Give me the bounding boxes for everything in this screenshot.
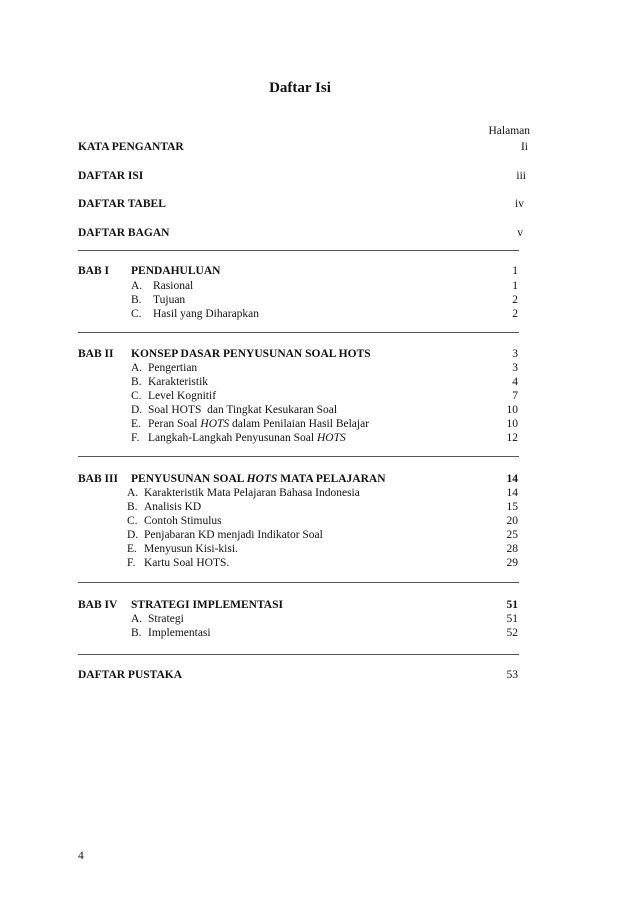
toc-entry-label: DAFTAR BAGAN [78,227,170,239]
item-letter: E. [131,418,141,430]
toc-entry-daftar-tabel[interactable] [78,198,524,214]
chapter-code: BAB II [78,348,114,360]
toc-entry-label: DAFTAR TABEL [78,198,166,210]
toc-item[interactable] [78,529,518,543]
page-number: 4 [78,850,84,862]
item-page: 10 [506,418,518,430]
item-letter: B. [131,294,142,306]
item-text: Strategi [148,613,184,625]
chapter-code: BAB IV [78,599,118,611]
halaman-label: Halaman [488,125,530,137]
toc-entry-page: iii [516,170,526,182]
item-text: Soal HOTS dan Tingkat Kesukaran Soal [148,404,338,416]
toc-item[interactable] [78,390,518,404]
item-page: 10 [506,404,518,416]
item-text: Tujuan [153,294,186,306]
page-title: Daftar Isi [269,80,331,96]
item-text: Pengertian [148,362,198,374]
item-page: 12 [506,432,518,444]
toc-item[interactable] [78,613,518,627]
chapter-title[interactable]: STRATEGI IMPLEMENTASI [131,599,283,611]
item-page: 1 [512,280,518,292]
item-page: 52 [506,627,518,639]
toc-entry-label: DAFTAR ISI [78,170,144,182]
item-text: Menyusun Kisi-kisi. [144,543,238,555]
item-text: Implementasi [148,627,211,639]
item-letter: F. [127,557,136,569]
toc-item[interactable] [78,418,518,432]
toc-entry-label: DAFTAR PUSTAKA [78,669,183,681]
item-letter: E. [127,543,137,555]
item-letter: B. [127,501,138,513]
item-text: Contoh Stimulus [144,515,222,527]
toc-item[interactable] [78,308,518,322]
chapter-title[interactable]: PENYUSUNAN SOAL HOTS MATA PELAJARAN [131,473,386,485]
item-letter: B. [131,376,142,388]
item-text: Kartu Soal HOTS. [144,557,230,569]
toc-item[interactable] [78,557,518,571]
toc-entry-daftar-bagan[interactable] [78,227,523,243]
item-page: 2 [512,308,518,320]
item-letter: B. [131,627,142,639]
item-page: 29 [506,557,518,569]
item-page: 28 [506,543,518,555]
item-page: 4 [512,376,518,388]
toc-item[interactable] [78,501,518,515]
toc-item[interactable] [78,627,518,641]
item-page: 14 [506,487,518,499]
item-page: 2 [512,294,518,306]
divider [78,250,519,251]
item-page: 3 [512,362,518,374]
toc-item[interactable] [78,362,518,376]
chapter-code: BAB I [78,265,109,277]
item-letter: C. [127,515,138,527]
toc-item[interactable] [78,487,518,501]
item-letter: A. [131,613,143,625]
toc-item[interactable] [78,543,518,557]
item-page: 7 [512,390,518,402]
item-text: Penjabaran KD menjadi Indikator Soal [144,529,323,541]
toc-entry-page: Ii [520,141,528,153]
chapter-title[interactable]: KONSEP DASAR PENYUSUNAN SOAL HOTS [131,348,371,360]
item-text: Karakteristik [148,376,209,388]
divider [78,654,519,655]
chapter-code: BAB III [78,473,118,485]
item-text: Langkah-Langkah Penyusunan Soal HOTS [148,432,346,444]
toc-entry-page: iv [515,198,524,210]
toc-item[interactable] [78,432,518,446]
chapter-page: 51 [506,599,518,611]
chapter-title[interactable]: PENDAHULUAN [131,265,221,277]
item-letter: A. [131,280,143,292]
divider [78,582,519,583]
item-text: Peran Soal HOTS dalam Penilaian Hasil Belajar [148,418,370,430]
toc-item[interactable] [78,280,518,294]
divider [78,456,519,457]
item-letter: C. [131,390,142,402]
toc-item[interactable] [78,515,518,529]
item-text: Rasional [153,280,194,292]
item-letter: D. [131,404,143,416]
item-text: Hasil yang Diharapkan [153,308,260,320]
toc-entry-label: KATA PENGANTAR [78,141,184,153]
item-letter: D. [127,529,139,541]
item-text: Karakteristik Mata Pelajaran Bahasa Indonesia [144,487,360,499]
toc-entry-daftar-isi[interactable] [78,170,526,186]
item-page: 20 [506,515,518,527]
item-letter: A. [127,487,139,499]
chapter-page: 14 [506,473,518,485]
item-letter: A. [131,362,143,374]
item-text: Analisis KD [144,501,202,513]
toc-entry-kata-pengantar[interactable] [78,141,528,157]
toc-item[interactable] [78,404,518,418]
toc-entry-page: 53 [506,669,518,681]
toc-entry-daftar-pustaka[interactable] [78,669,518,685]
chapter-page: 1 [512,265,518,277]
item-page: 25 [506,529,518,541]
item-text: Level Kognitif [148,390,217,402]
divider [78,332,519,333]
toc-item[interactable] [78,376,518,390]
toc-entry-page: v [517,227,523,239]
chapter-page: 3 [512,348,518,360]
item-letter: F. [131,432,140,444]
item-page: 51 [506,613,518,625]
item-letter: C. [131,308,142,320]
item-page: 15 [506,501,518,513]
toc-item[interactable] [78,294,518,308]
